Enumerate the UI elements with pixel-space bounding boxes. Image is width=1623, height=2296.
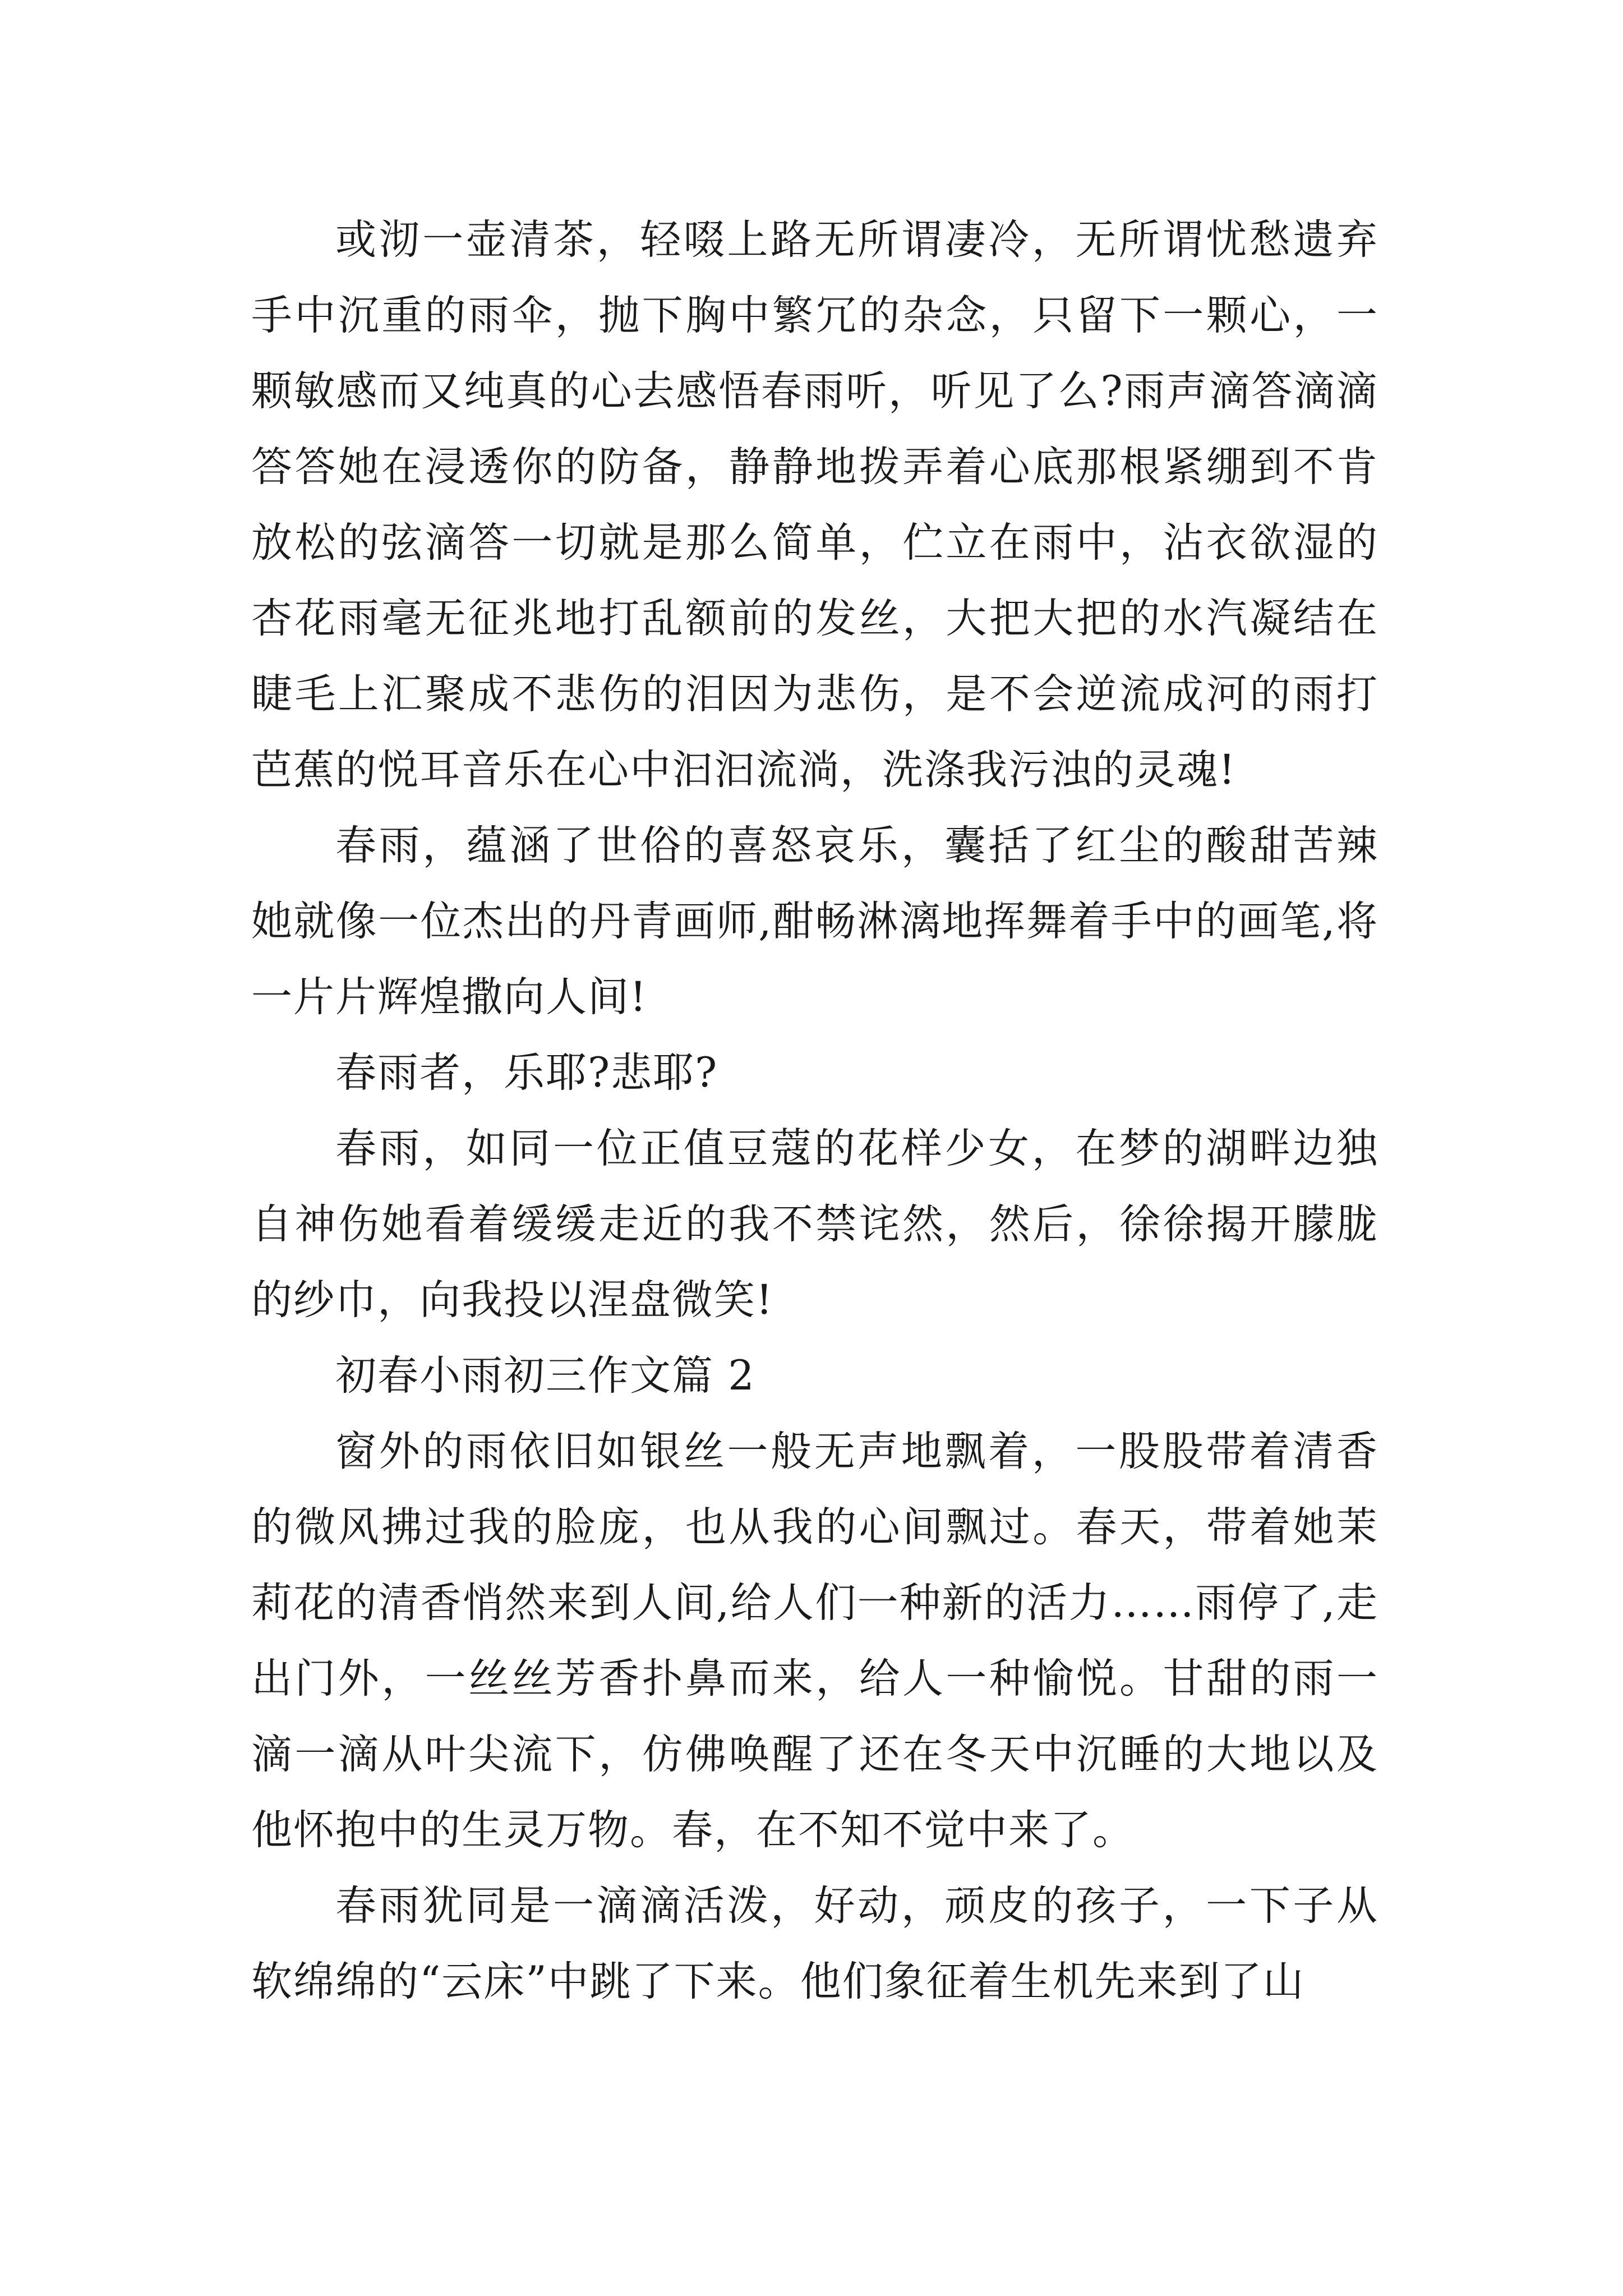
document-body [251, 202, 1378, 2019]
paragraph: 春雨者，乐耶?悲耶? [335, 1049, 718, 1097]
paragraph: 或沏一壶清茶，轻啜上路无所谓凄冷，无所谓忧愁遗弃手中沉重的雨伞，抛下胸中繁冗的杂念，只留下一颗心，一颗敏感而又纯真的心去感悟春雨听，听见了么?雨声滴答滴滴答答她在浸透你的防备，静静地拨弄着心底那根紧绷到不肯放松的弦滴答一切就是那么简单，伫立在雨中，沾衣欲湿的杏花雨毫无征兆地打乱额前的发丝，大把大把的水汽凝结在睫毛上汇聚成不悲伤的泪因为悲伤，是不会逆流成河的雨打芭蕉的悦耳音乐在心中汩汩流淌，洗涤我污浊的灵魂! [251, 216, 1378, 794]
section-heading: 初春小雨初三作文篇 2 [335, 1352, 755, 1400]
paragraph: 窗外的雨依旧如银丝一般无声地飘着，一股股带着清香的微风拂过我的脸庞，也从我的心间飘过。春天，带着她茉莉花的清香悄然来到人间,给人们一种新的活力……雨停了,走出门外，一丝丝芳香扑鼻而来，给人一种愉悦。甘甜的雨一滴一滴从叶尖流下，仿佛唤醒了还在冬天中沉睡的大地以及他怀抱中的生灵万物。春，在不知不觉中来了。 [251, 1428, 1378, 1854]
paragraph: 春雨犹同是一滴滴活泼，好动，顽皮的孩子，一下子从软绵绵的“云床”中跳了下来。他们象征着生机先来到了山 [251, 1882, 1378, 2005]
paragraph: 春雨，如同一位正值豆蔻的花样少女，在梦的湖畔边独自神伤她看着缓缓走近的我不禁诧然，然后，徐徐揭开朦胧的纱巾，向我投以涅盘微笑! [251, 1125, 1378, 1324]
paragraph: 春雨，蕴涵了世俗的喜怒哀乐，囊括了红尘的酸甜苦辣她就像一位杰出的丹青画师,酣畅淋漓地挥舞着手中的画笔,将一片片辉煌撒向人间! [251, 822, 1378, 1021]
